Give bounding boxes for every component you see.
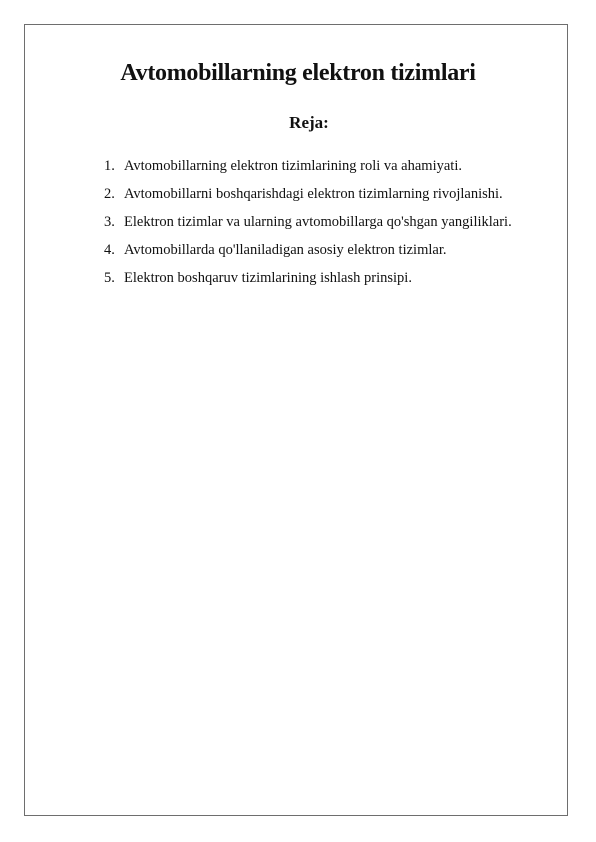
document-title: Avtomobillarning elektron tizimlari [120, 60, 476, 86]
plan-heading: Reja: [289, 113, 329, 132]
plan-item [104, 152, 512, 180]
page-border [24, 24, 568, 816]
plan-item-text: Elektron boshqaruv tizimlarining ishlash prinsipi. [124, 270, 412, 286]
plan-item-text: Avtomobillarda qo'llaniladigan asosiy elektron tizimlar. [124, 242, 447, 258]
plan-item [104, 208, 512, 236]
plan-item [104, 236, 512, 264]
plan-item-text: Elektron tizimlar va ularning avtomobillarga qo'shgan yangiliklari. [124, 214, 512, 230]
plan-item-text: Avtomobillarning elektron tizimlarining roli va ahamiyati. [124, 158, 462, 174]
plan-item-number: 1. [104, 158, 115, 174]
plan-item-number: 5. [104, 270, 115, 286]
plan-item-number: 4. [104, 242, 115, 258]
plan-item-number: 3. [104, 214, 115, 230]
plan-list [104, 152, 512, 292]
plan-item-number: 2. [104, 186, 115, 202]
plan-item-text: Avtomobillarni boshqarishdagi elektron tizimlarning rivojlanishi. [124, 186, 503, 202]
plan-item [104, 264, 512, 292]
plan-item [104, 180, 512, 208]
